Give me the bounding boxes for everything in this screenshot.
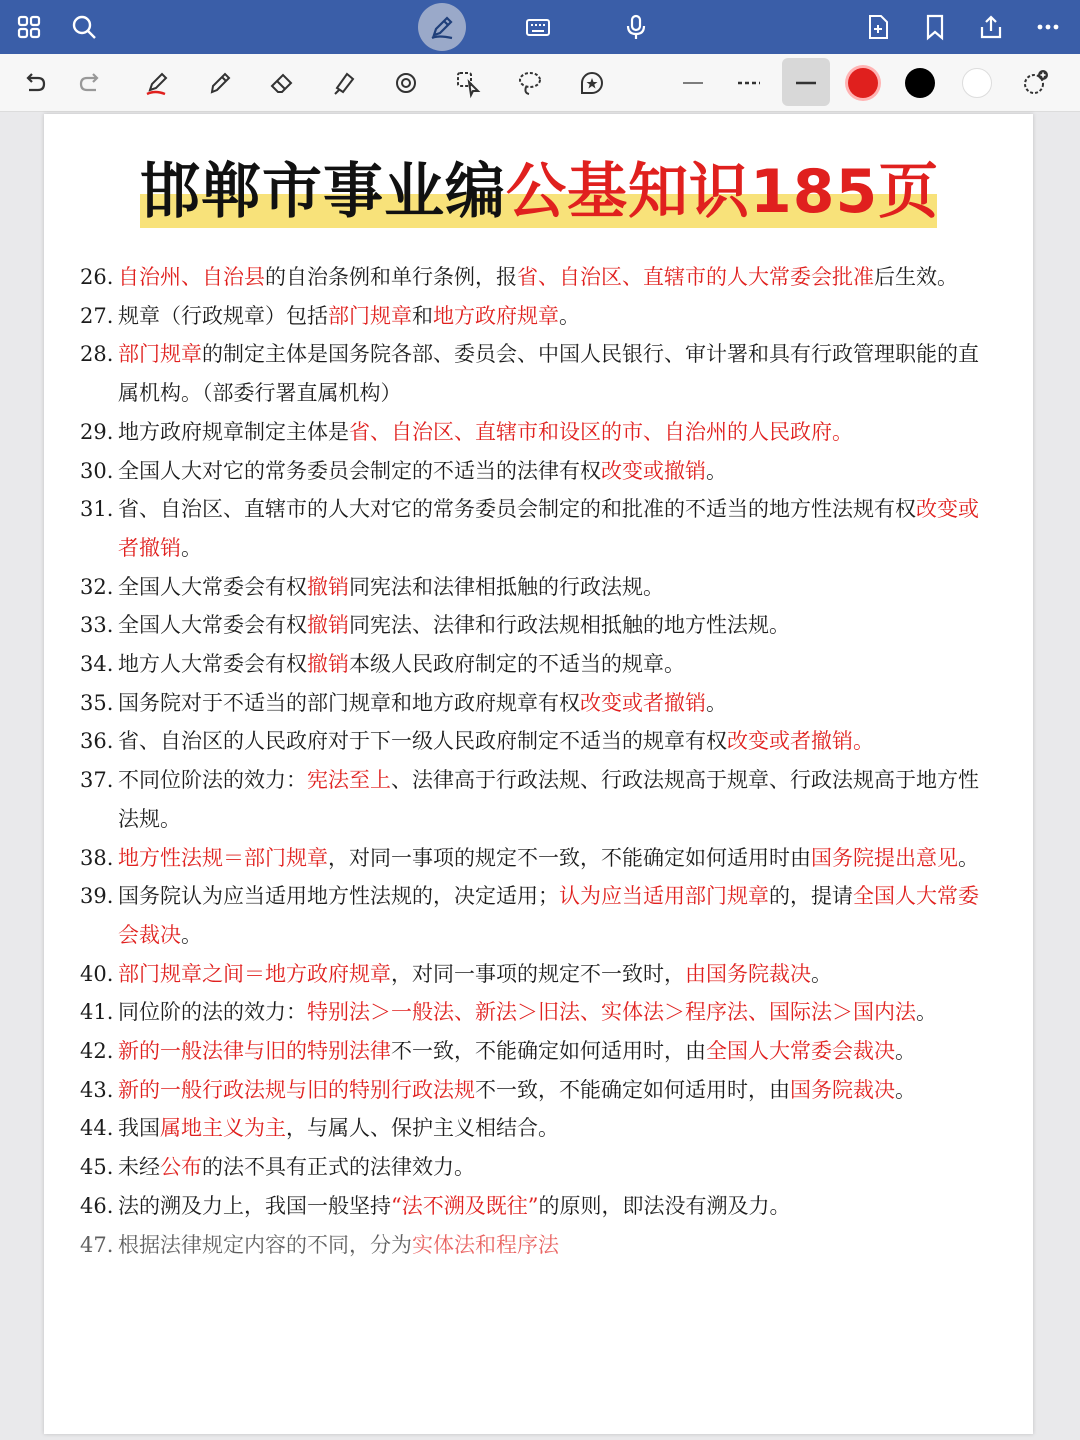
- document-page: [44, 114, 1033, 1434]
- plain-text: 。: [916, 1000, 937, 1025]
- highlighted-text: 改变或者撤销: [580, 690, 706, 715]
- highlighted-text: 全国人大常委会裁决: [118, 884, 979, 947]
- plain-text: 本级人民政府制定的不适当的规章。: [349, 652, 685, 677]
- item-text: [118, 606, 980, 645]
- top-app-bar: [0, 0, 1080, 54]
- plain-text: 地方政府规章制定主体是: [118, 419, 349, 444]
- highlighted-text: 实体法和程序法: [412, 1232, 559, 1257]
- plain-text: 规章（行政规章）包括: [118, 303, 328, 328]
- knowledge-list: [80, 258, 980, 1257]
- list-item: [80, 1071, 980, 1110]
- list-item: [80, 1109, 980, 1148]
- line-thick-icon[interactable]: [788, 65, 824, 101]
- highlighted-text: 新的一般行政法规与旧的特别行政法规: [118, 1077, 475, 1102]
- plain-text: ，与属人、保护主义相结合。: [286, 1116, 559, 1141]
- drawing-toolbar: [0, 54, 1080, 112]
- item-text: [118, 335, 980, 412]
- plain-text: 根据法律规定内容的不同，分为: [118, 1232, 412, 1257]
- line-thin-icon[interactable]: [675, 65, 711, 101]
- highlighted-text: 地方性法规＝部门规章: [118, 845, 328, 870]
- plain-text: 的自治条例和单行条例，报: [265, 265, 517, 289]
- plain-text: 的原则，即法没有溯及力。: [538, 1193, 791, 1218]
- highlighted-text: “法不溯及既往”: [391, 1193, 539, 1218]
- pen-mode-icon[interactable]: [418, 3, 466, 51]
- highlighted-text: 公布: [160, 1155, 202, 1180]
- highlighted-text: 地方政府规章: [433, 303, 559, 328]
- plain-text: 。: [559, 303, 580, 328]
- item-number: 41.: [80, 1000, 114, 1025]
- plain-text: 。: [181, 535, 202, 560]
- color-red-swatch[interactable]: [848, 68, 878, 98]
- item-text: [118, 490, 980, 567]
- item-number: 32.: [80, 574, 114, 599]
- highlighted-text: 省、自治区、直辖市的人大常委会批准: [517, 265, 874, 289]
- title-part2: 公基知识185页: [506, 157, 940, 227]
- list-item: [80, 839, 980, 878]
- lasso-select-icon[interactable]: [450, 65, 486, 101]
- item-number: 28.: [80, 342, 114, 367]
- list-item: [80, 490, 980, 567]
- plain-text: 同位阶的法的效力：: [118, 1000, 307, 1025]
- item-number: 26.: [80, 265, 114, 289]
- pencil-icon[interactable]: [202, 65, 238, 101]
- keyboard-icon[interactable]: [520, 9, 556, 45]
- plain-text: 同宪法、法律和行政法规相抵触的地方性法规。: [349, 613, 790, 638]
- highlighted-text: 部门规章: [328, 303, 412, 328]
- lasso-icon[interactable]: [512, 65, 548, 101]
- search-icon[interactable]: [66, 9, 102, 45]
- item-number: 47.: [80, 1232, 114, 1257]
- item-text: [118, 684, 980, 723]
- redo-icon[interactable]: [73, 65, 109, 101]
- item-number: 31.: [80, 497, 114, 522]
- plain-text: 。: [706, 458, 727, 483]
- list-item: [80, 297, 980, 336]
- item-text: [118, 839, 980, 878]
- plain-text: 全国人大对它的常务委员会制定的不适当的法律有权: [118, 458, 601, 483]
- undo-icon[interactable]: [16, 65, 52, 101]
- plain-text: 的，提请: [769, 884, 853, 909]
- plain-text: ，对同一事项的规定不一致时，: [391, 961, 685, 986]
- highlighter-icon[interactable]: [326, 65, 362, 101]
- page-title: [140, 154, 940, 230]
- plain-text: 。: [706, 690, 727, 715]
- plain-text: 不一致，不能确定如何适用时，由: [391, 1039, 706, 1064]
- ink-pen-icon[interactable]: [139, 65, 175, 101]
- item-number: 45.: [80, 1155, 114, 1180]
- list-item: [80, 1187, 980, 1226]
- highlighted-text: 属地主义为主: [160, 1116, 286, 1141]
- plain-text: ，对同一事项的规定不一致，不能确定如何适用时由: [328, 845, 811, 870]
- list-item: [80, 452, 980, 491]
- plain-text: 。: [181, 922, 202, 947]
- highlighted-text: 改变或者撤销: [118, 497, 979, 560]
- item-text: [118, 993, 980, 1032]
- plain-text: 地方人大常委会有权: [118, 652, 307, 677]
- add-page-icon[interactable]: [860, 9, 896, 45]
- plain-text: 未经: [118, 1155, 160, 1180]
- item-number: 27.: [80, 303, 114, 328]
- plain-text: 不同位阶法的效力：: [118, 768, 307, 793]
- highlighted-text: 宪法至上: [307, 768, 391, 793]
- item-number: 29.: [80, 419, 114, 444]
- plain-text: 省、自治区的人民政府对于下一级人民政府制定不适当的规章有权: [118, 729, 727, 754]
- shape-icon[interactable]: [388, 65, 424, 101]
- highlighted-text: 由国务院裁决: [685, 961, 811, 986]
- item-number: 39.: [80, 884, 114, 909]
- highlighted-text: 部门规章之间＝地方政府规章: [118, 961, 391, 986]
- eraser-icon[interactable]: [264, 65, 300, 101]
- item-number: 33.: [80, 613, 114, 638]
- grid-icon[interactable]: [11, 9, 47, 45]
- item-text: [118, 568, 980, 607]
- list-item: [80, 993, 980, 1032]
- item-number: 38.: [80, 845, 114, 870]
- item-number: 30.: [80, 458, 114, 483]
- list-item: [80, 877, 980, 954]
- plain-text: 国务院认为应当适用地方性法规的，决定适用；: [118, 884, 559, 909]
- plain-text: 的法不具有正式的法律效力。: [202, 1155, 475, 1180]
- plain-text: 后生效。: [874, 265, 958, 289]
- highlighted-text: 全国人大常委会裁决: [706, 1039, 895, 1064]
- item-text: [118, 722, 980, 761]
- plain-text: 。: [811, 961, 832, 986]
- item-number: 42.: [80, 1039, 114, 1064]
- item-text: [118, 452, 980, 491]
- highlighted-text: 国务院裁决: [790, 1077, 895, 1102]
- sticker-icon[interactable]: [574, 65, 610, 101]
- list-item: [80, 258, 980, 297]
- item-number: 40.: [80, 961, 114, 986]
- item-text: [118, 297, 980, 336]
- list-item: [80, 955, 980, 994]
- item-text: [118, 1187, 980, 1226]
- highlighted-text: 认为应当适用部门规章: [559, 884, 769, 909]
- highlighted-text: 省、自治区、直辖市和设区的市、自治州的人民政府。: [349, 419, 853, 444]
- list-item: [80, 722, 980, 761]
- plain-text: 我国: [118, 1116, 160, 1141]
- highlighted-text: 撤销: [307, 652, 349, 677]
- more-icon[interactable]: [1030, 9, 1066, 45]
- highlighted-text: 改变或者撤销。: [727, 729, 874, 754]
- list-item: [80, 1032, 980, 1071]
- list-item: [80, 335, 980, 412]
- item-number: 46.: [80, 1193, 114, 1218]
- highlighted-text: 撤销: [307, 613, 349, 638]
- plain-text: 的制定主体是国务院各部、委员会、中国人民银行、审计署和具有行政管理职能的直属机构。（部委行署直属机构）: [118, 342, 979, 406]
- list-item: [80, 413, 980, 452]
- item-text: [118, 1226, 980, 1257]
- color-black-swatch[interactable]: [905, 68, 935, 98]
- item-text: [118, 761, 980, 838]
- list-item: [80, 1148, 980, 1187]
- plain-text: 。: [895, 1077, 916, 1102]
- item-text: [118, 1109, 980, 1148]
- item-text: [118, 1032, 980, 1071]
- plain-text: 省、自治区、直辖市的人大对它的常务委员会制定的和批准的不适当的地方性法规有权: [118, 497, 916, 522]
- item-text: [118, 1071, 980, 1110]
- share-icon[interactable]: [973, 9, 1009, 45]
- item-number: 36.: [80, 729, 114, 754]
- list-item: [80, 1226, 980, 1257]
- highlighted-text: 国务院提出意见: [811, 845, 958, 870]
- plain-text: 国务院对于不适当的部门规章和地方政府规章有权: [118, 690, 580, 715]
- plain-text: 和: [412, 303, 433, 328]
- plain-text: 全国人大常委会有权: [118, 613, 307, 638]
- title-part1: 邯郸市事业编: [140, 157, 506, 227]
- item-number: 37.: [80, 768, 114, 793]
- highlighted-text: 新的一般法律与旧的特别法律: [118, 1039, 391, 1064]
- item-text: [118, 413, 980, 452]
- add-color-icon[interactable]: [1017, 65, 1053, 101]
- item-text: [118, 258, 980, 297]
- list-item: [80, 568, 980, 607]
- item-text: [118, 955, 980, 994]
- plain-text: 不一致，不能确定如何适用时，由: [475, 1077, 790, 1102]
- bookmark-icon[interactable]: [917, 9, 953, 45]
- color-white-swatch[interactable]: [962, 68, 992, 98]
- highlighted-text: 撤销: [307, 574, 349, 599]
- item-number: 34.: [80, 652, 114, 677]
- highlighted-text: 部门规章: [118, 342, 202, 367]
- plain-text: 全国人大常委会有权: [118, 574, 307, 599]
- plain-text: 同宪法和法律相抵触的行政法规。: [349, 574, 664, 599]
- list-item: [80, 645, 980, 684]
- plain-text: 。: [895, 1039, 916, 1064]
- microphone-icon[interactable]: [618, 9, 654, 45]
- highlighted-text: 自治州、自治县: [118, 265, 265, 289]
- item-text: [118, 877, 980, 954]
- highlighted-text: 特别法＞一般法、新法＞旧法、实体法＞程序法、国际法＞国内法: [307, 1000, 916, 1025]
- highlighted-text: 改变或撤销: [601, 458, 706, 483]
- item-text: [118, 1148, 980, 1187]
- item-text: [118, 645, 980, 684]
- plain-text: 法的溯及力上，我国一般坚持: [118, 1193, 391, 1218]
- line-dashed-icon[interactable]: [731, 65, 767, 101]
- list-item: [80, 606, 980, 645]
- plain-text: 。: [958, 845, 979, 870]
- plain-text: 、法律高于行政法规、行政法规高于规章、行政法规高于地方性法规。: [118, 768, 979, 831]
- item-number: 44.: [80, 1116, 114, 1141]
- item-number: 43.: [80, 1077, 114, 1102]
- list-item: [80, 684, 980, 723]
- item-number: 35.: [80, 690, 114, 715]
- list-item: [80, 761, 980, 838]
